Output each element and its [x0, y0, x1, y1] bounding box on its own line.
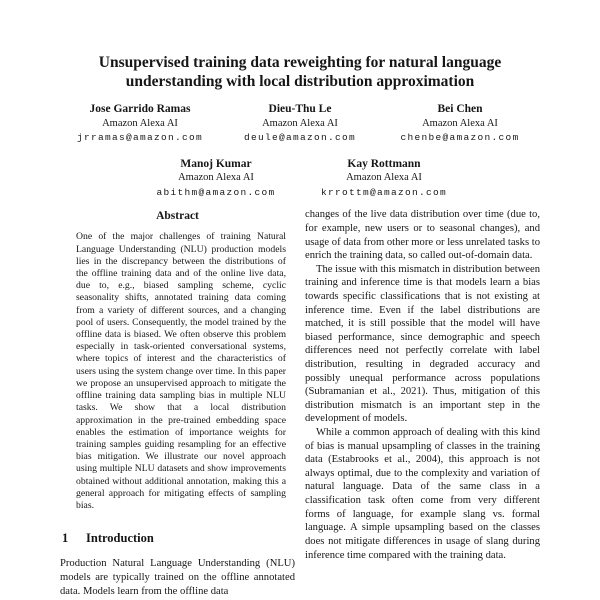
author-name: Kay Rottmann [347, 157, 421, 170]
author-email: jrramas@amazon.com [76, 132, 204, 144]
author-email: chenbe@amazon.com [400, 132, 520, 144]
left-column [60, 208, 295, 598]
author-row-2 [60, 158, 540, 200]
author-affiliation: Amazon Alexa AI [178, 172, 254, 184]
author-email: abithm@amazon.com [156, 186, 276, 198]
author-name: Jose Garrido Ramas [89, 102, 191, 115]
author-name: Manoj Kumar [180, 157, 252, 170]
author-affiliation: Amazon Alexa AI [422, 117, 498, 129]
body-paragraph: changes of the live data distribution over time (due to, for example, new users or to seasonal changes), and usage of data from other more or less unrelated tasks to enrich the training data, so called out-of-domain data. [305, 209, 540, 262]
author-block-bei-chen [380, 103, 540, 145]
author-block-manoj-kumar [132, 158, 300, 200]
author-email: deule@amazon.com [243, 132, 356, 144]
body-paragraph: While a common approach of dealing with this kind of bias is manual upsampling of classes in the training data (Estabrooks et al., 2004), this approach is not always optimal, due to the complexity and variation of natural language. Data of the same class in a classification task often come from very different forms of language, for example slang vs. formal language. A simple upsampling based on the classes does not mitigate differences in usage of slang during inference time compared with the training data. [305, 427, 540, 561]
paper-title: Unsupervised training data reweighting for natural language understanding with local distribution approximation [98, 54, 502, 90]
author-block-kay-rottmann [300, 158, 468, 200]
author-affiliation: Amazon Alexa AI [346, 172, 422, 184]
section-heading-introduction [62, 531, 295, 546]
two-column-body [60, 208, 540, 598]
abstract-text: One of the major challenges of training Natural Language Understanding (NLU) production models lies in the discrepancy between the distributions of the offline training data and of the online live data, due to, e.g., biased sampling scheme, cyclic seasonality shifts, annotated training data coming from a variety of different sources, and a changing pool of users. Consequently, the model trained by the offline data is biased. We often observe this problem especially in task-oriented conversational systems, where topics of interest and the characteristics of users using the system change over time. In this paper we propose an unsupervised approach to mitigate the offline training data sampling bias in multiple NLU tasks. We show that a local distribution approximation in the pre-trained embedding space enables the estimation of importance weights for training samples guiding resampling for an effective bias mitigation. We illustrate our novel approach using multiple NLU datasets and show improvements obtained without additional annotation, making this a general approach for mitigating effects of sampling bias. [76, 231, 286, 512]
author-name: Bei Chen [437, 102, 483, 115]
abstract-heading: Abstract [156, 210, 199, 223]
section-title: Introduction [86, 531, 154, 546]
body-paragraph: The issue with this mismatch in distribution between training and inference time is that models learn a bias towards specific classifications that is not existing at inference time. Even if the label distributions are matched, it is still possible that the model will have biased performance, since demographic and speech differences need not perfectly correlate with label distribution, resulting in degraded accuracy and possibly unequal performance across populations (Subramanian et al., 2021). Thus, mitigation of this distribution mismatch is an important step in the development of models. [305, 263, 540, 425]
author-block-jose-garrido-ramas [60, 103, 220, 145]
author-affiliation: Amazon Alexa AI [262, 117, 338, 129]
author-block-dieu-thu-le [220, 103, 380, 145]
author-name: Dieu-Thu Le [268, 102, 332, 115]
introduction-paragraph: Production Natural Language Understanding (NLU) models are typically trained on the offline annotated data. Models learn from the offline data [60, 558, 295, 597]
author-email: krrottm@amazon.com [320, 186, 448, 198]
right-column [305, 208, 540, 598]
author-affiliation: Amazon Alexa AI [102, 117, 178, 129]
author-row-1 [60, 103, 540, 145]
section-number: 1 [62, 531, 69, 546]
